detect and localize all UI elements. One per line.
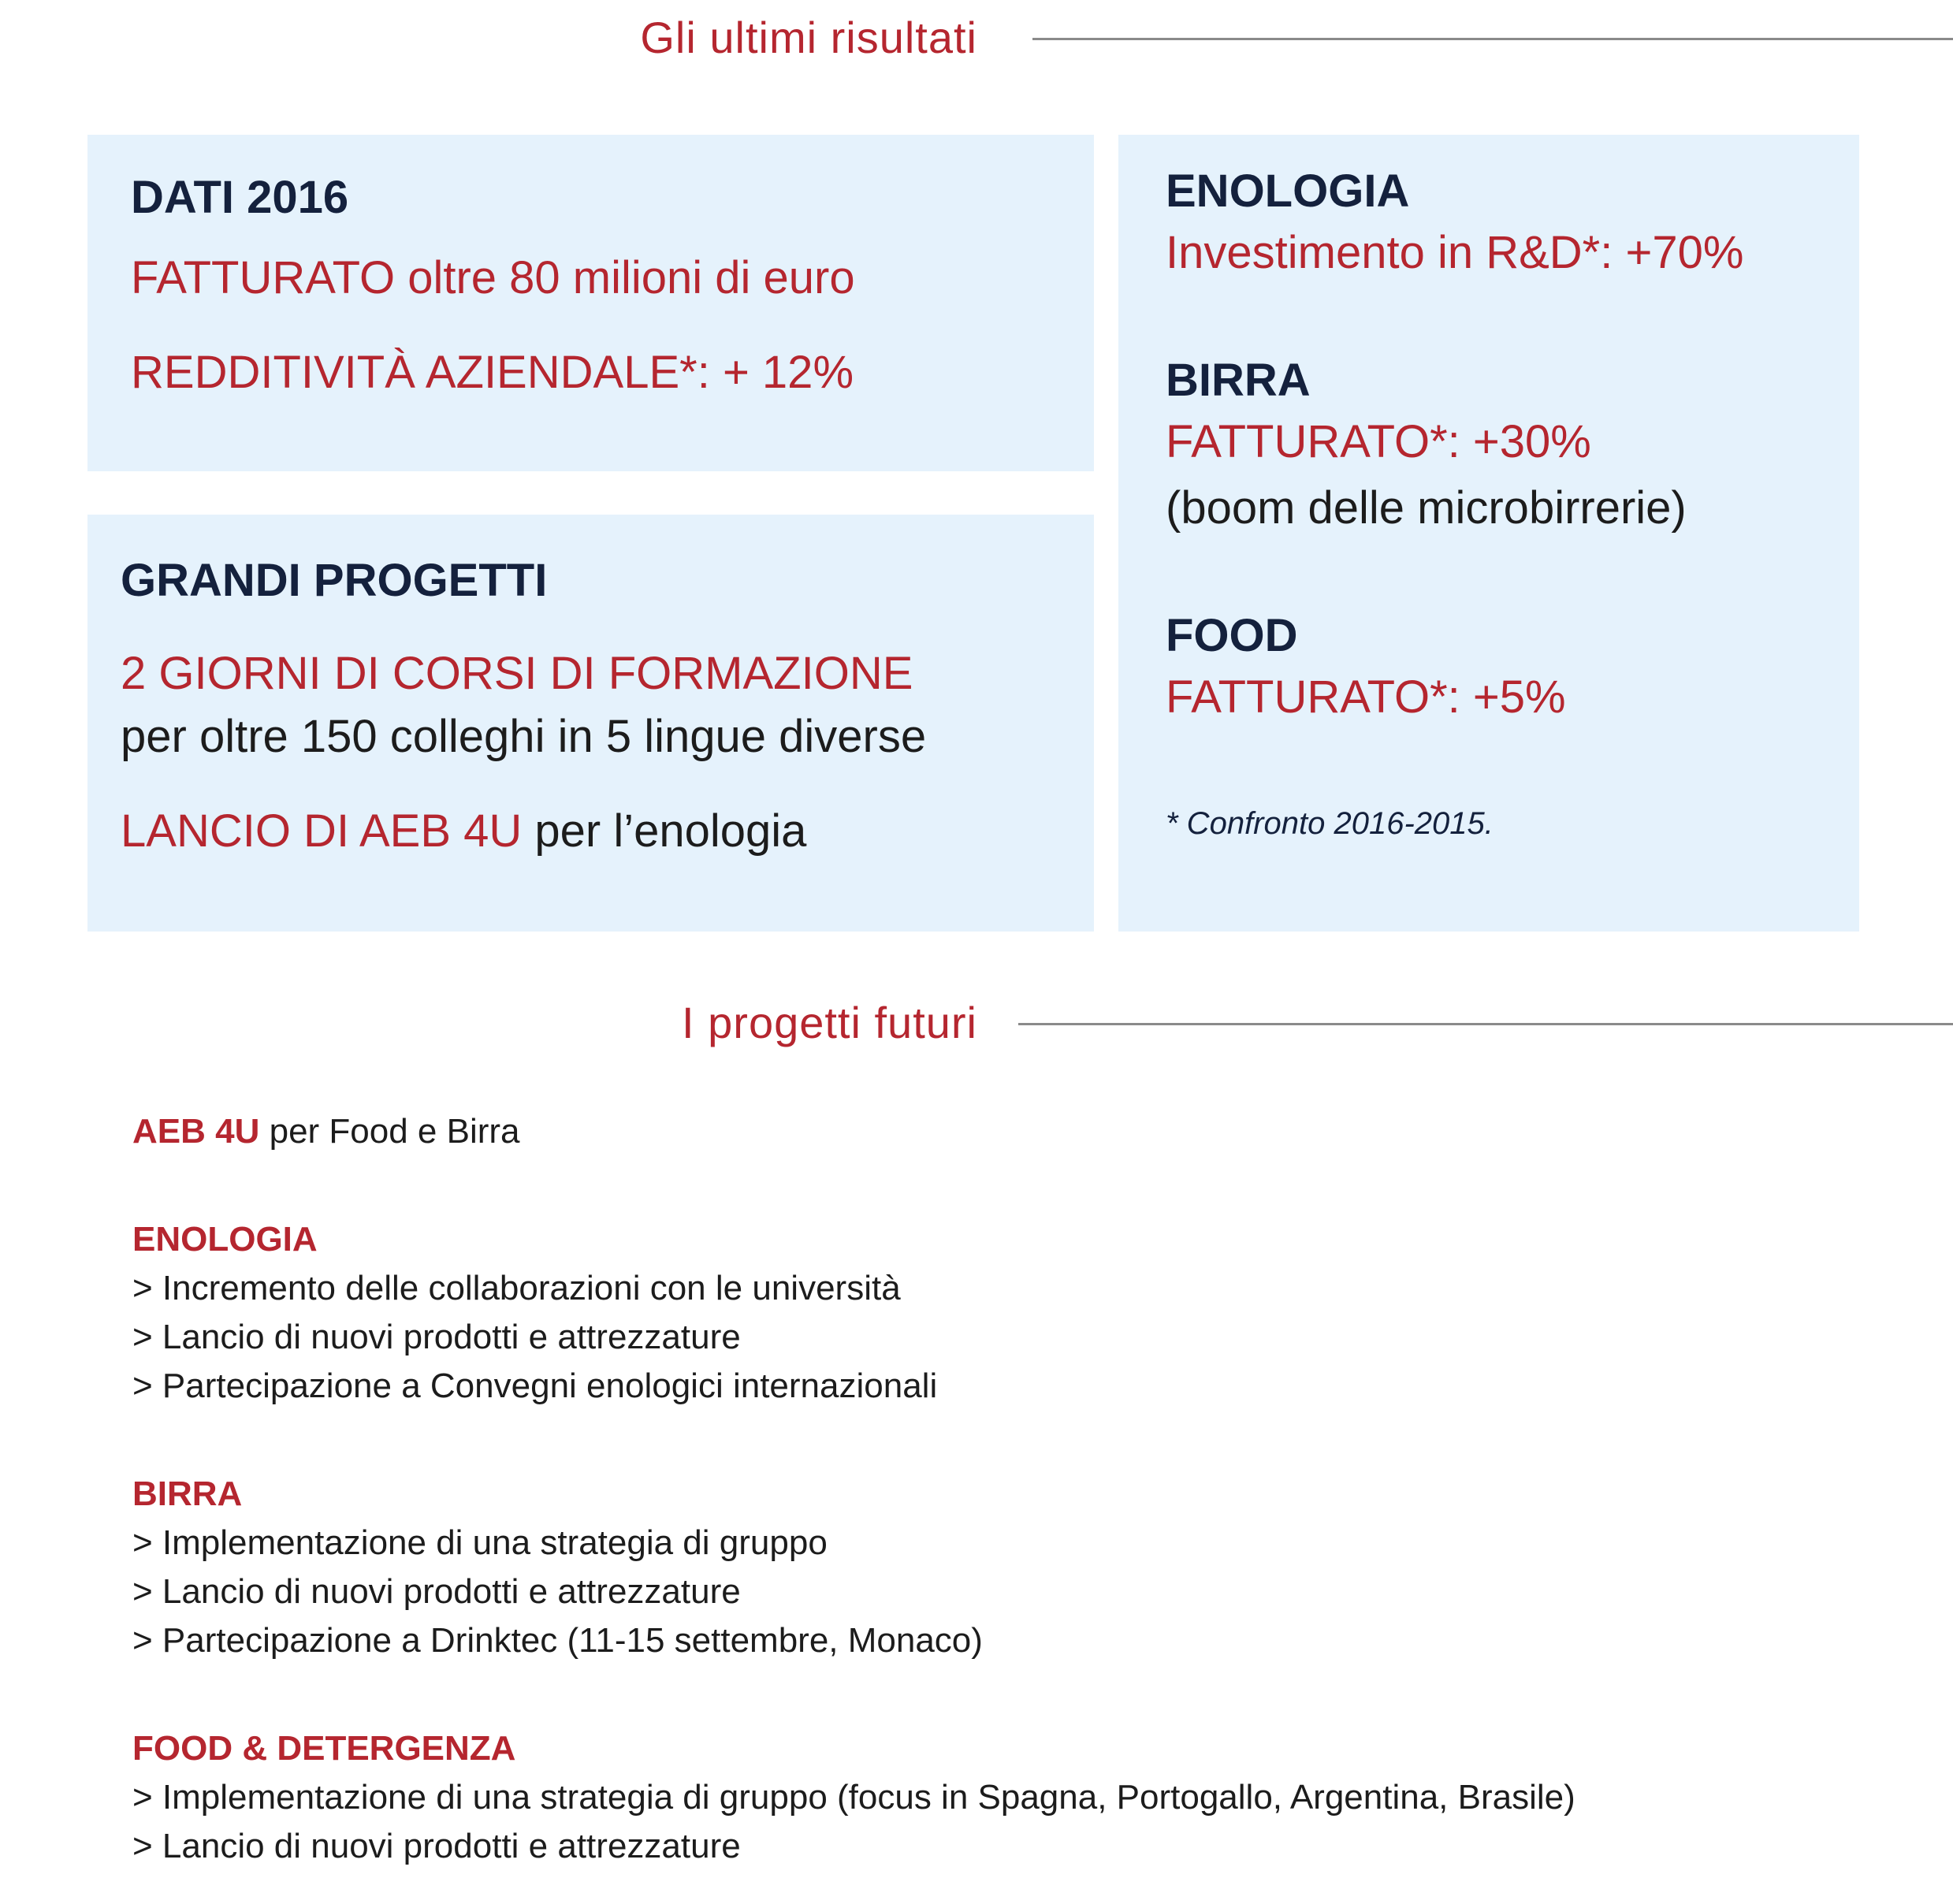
sector-value: FATTURATO*: +5% [1166,671,1566,723]
future-intro [132,1107,1898,1156]
footnote: * Confronto 2016-2015. [1166,806,1494,841]
future-item: > Partecipazione a Drinktec (11-15 settembre, Monaco) [132,1621,983,1660]
panel-settori [1118,135,1859,932]
future-group-enologia [132,1215,1898,1411]
sector-birra [1166,352,1859,541]
future-group-title: ENOLOGIA [132,1220,318,1259]
lancio-highlight: LANCIO DI AEB 4U [121,805,523,857]
future-item: > Lancio di nuovi prodotti e attrezzature [132,1827,741,1865]
lancio-rest: per l’enologia [522,805,807,857]
future-item: > Incremento delle collaborazioni con le università [132,1269,901,1307]
panel-grandi-progetti [87,515,1094,932]
panel-heading: DATI 2016 [131,172,349,223]
redditivita-text: REDDITIVITÀ AZIENDALE*: + 12% [131,347,854,398]
section-header-future [0,991,1953,1054]
sector-enologia [1166,163,1859,286]
sector-note: (boom delle microbirrerie) [1166,482,1687,534]
sector-value: FATTURATO*: +30% [1166,416,1591,467]
sector-heading: FOOD [1166,610,1298,661]
corsi-detail: per oltre 150 colleghi in 5 lingue diverse [121,711,927,762]
section-title: Gli ultimi risultati [640,13,977,62]
sector-value: Investimento in R&D*: +70% [1166,227,1744,278]
future-item: > Lancio di nuovi prodotti e attrezzature [132,1318,741,1356]
future-item: > Partecipazione a Convegni enologici internazionali [132,1367,938,1405]
future-item: > Implementazione di una strategia di gruppo [132,1523,828,1562]
future-group-title: BIRRA [132,1474,243,1513]
section-divider [1018,1023,1953,1025]
panel-heading: GRANDI PROGETTI [121,555,548,606]
lancio-line [121,800,1094,863]
section-header-results [0,6,1953,69]
future-item: > Lancio di nuovi prodotti e attrezzature [132,1572,741,1611]
sector-heading: ENOLOGIA [1166,165,1410,217]
future-projects [132,1107,1898,1871]
future-item: > Implementazione di una strategia di gruppo (focus in Spagna, Portogallo, Argentina, Brasile) [132,1778,1575,1817]
future-group-birra [132,1470,1898,1665]
corsi-highlight: 2 GIORNI DI CORSI DI FORMAZIONE [121,648,913,699]
section-title: I progetti futuri [682,998,977,1047]
section-divider [1032,38,1953,40]
sector-food [1166,608,1859,731]
sector-heading: BIRRA [1166,355,1311,406]
future-group-food-detergenza [132,1724,1898,1871]
future-group-title: FOOD & DETERGENZA [132,1729,516,1768]
future-intro-rest: per Food e Birra [259,1112,520,1151]
future-intro-highlight: AEB 4U [132,1112,260,1151]
fatturato-text: FATTURATO oltre 80 milioni di euro [131,252,855,303]
panel-dati-2016 [87,135,1094,471]
